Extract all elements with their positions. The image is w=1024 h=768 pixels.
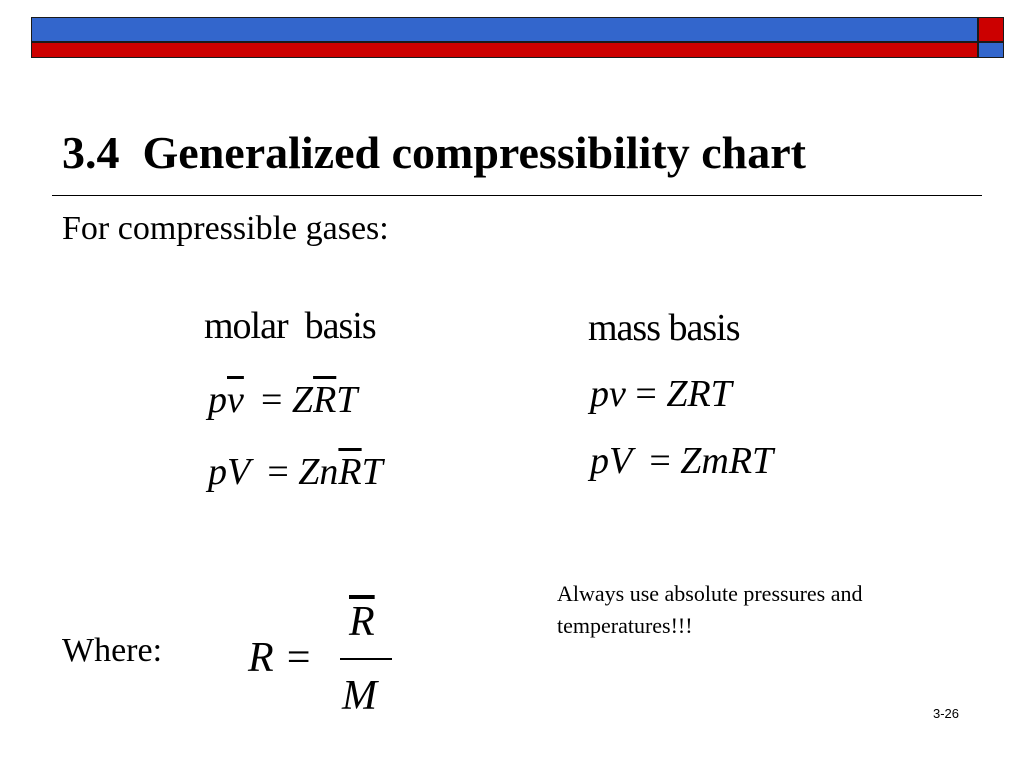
molar-equation-specific-volume: $p\overline{v} = Z\overline{R}T$ <box>208 379 358 421</box>
slide-title: 3.4 Generalized compressibility chart <box>62 127 806 178</box>
mass-equation-specific-volume: pv = ZRT <box>590 373 732 415</box>
fraction-bar <box>340 658 392 660</box>
header-red-square <box>978 17 1004 42</box>
title-divider <box>52 195 982 196</box>
header-blue-bar <box>31 17 978 42</box>
gas-constant-lhs: R = <box>248 635 313 681</box>
universal-gas-constant: $\overline{R}$ <box>349 599 375 645</box>
page-number: 3-26 <box>933 706 960 721</box>
absolute-values-note: Always use absolute pressures and temperatures!!! <box>557 581 863 638</box>
slide-subtitle: For compressible gases: <box>62 210 389 247</box>
header-blue-square <box>978 42 1004 58</box>
molar-mass-symbol: M <box>342 673 377 719</box>
header-red-bar <box>31 42 978 58</box>
mass-basis-heading: mass basis <box>588 307 740 349</box>
mass-equation-total-volume: pV = ZmRT <box>590 440 774 482</box>
molar-basis-heading: molar basis <box>204 305 376 347</box>
molar-equation-total-volume: pV = $Zn\overline{R}T$ <box>208 451 383 493</box>
where-label: Where: <box>62 632 163 669</box>
